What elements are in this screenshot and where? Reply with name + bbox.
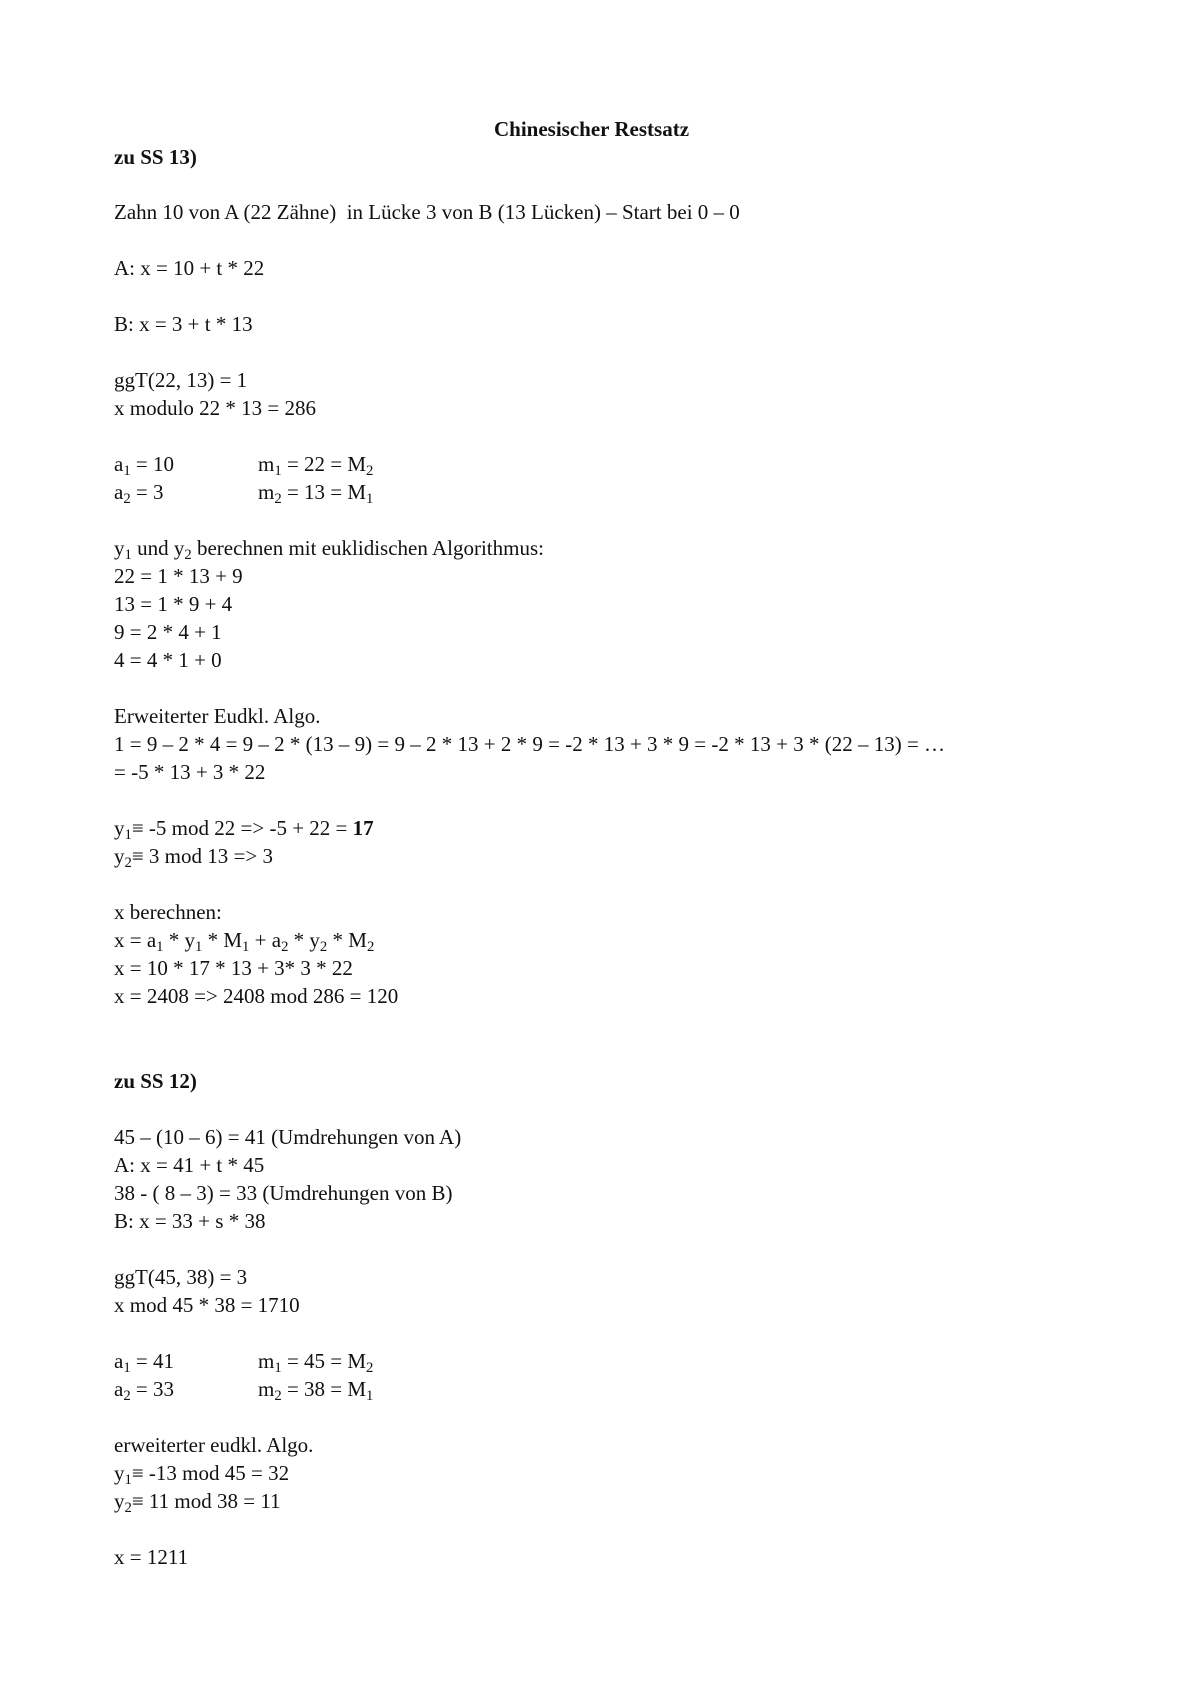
text-line: x = 1211 (114, 1545, 189, 1569)
formula-y2: $y_2\equiv 11$ mod 38 = 11 (114, 1489, 281, 1517)
page-title: Chinesischer Restsatz (494, 117, 690, 141)
text-line: 9 = 2 * 4 + 1 (114, 620, 222, 644)
text-line: A: x = 41 + t * 45 (114, 1153, 265, 1177)
text-line: A: x = 10 + t * 22 (114, 256, 265, 280)
formula-a1: $a_1 = 41$ (114, 1349, 175, 1377)
text-line: = -5 * 13 + 3 * 22 (114, 760, 266, 784)
section-heading-ss13: zu SS 13) (114, 145, 197, 169)
formula-a1: $a_1 = 10$ (114, 452, 175, 480)
text-line: x = 10 * 17 * 13 + 3* 3 * 22 (114, 956, 353, 980)
section-heading-ss12: zu SS 12) (114, 1069, 197, 1093)
formula-y2: $y_2\equiv 3$ mod 13 => 3 (114, 844, 273, 872)
text-line: erweiterter eudkl. Algo. (114, 1433, 314, 1457)
text-line: Zahn 10 von A (22 Zähne) in Lücke 3 von B (13 Lücken) – Start bei 0 – 0 (114, 200, 740, 224)
text-line: B: x = 33 + s * 38 (114, 1209, 266, 1233)
formula-a2: $a_2 = 3$ (114, 480, 164, 508)
formula-m1: $m_1 = 45 = M_2$ (258, 1349, 374, 1377)
text-line: 4 = 4 * 1 + 0 (114, 648, 222, 672)
text-line: 22 = 1 * 13 + 9 (114, 564, 243, 588)
text-line: x modulo 22 * 13 = 286 (114, 396, 317, 420)
text-line: 38 - ( 8 – 3) = 33 (Umdrehungen von B) (114, 1181, 453, 1205)
formula-a2: $a_2 = 33$ (114, 1377, 175, 1405)
text-line: ggT(45, 38) = 3 (114, 1265, 248, 1289)
text-line: 45 – (10 – 6) = 41 (Umdrehungen von A) (114, 1125, 462, 1149)
formula-m2: $m_2 = 13 = M_1$ (258, 480, 374, 508)
formula-y1: $y_1\equiv -5$ mod 22 => -5 + 22 = 17 (114, 816, 374, 844)
formula-y1: $y_1\equiv -13$ mod 45 = 32 (114, 1461, 290, 1489)
text-line: x mod 45 * 38 = 1710 (114, 1293, 300, 1317)
formula-m2: $m_2 = 38 = M_1$ (258, 1377, 374, 1405)
text-line: 1 = 9 – 2 * 4 = 9 – 2 * (13 – 9) = 9 – 2 * 13 + 2 * 9 = -2 * 13 + 3 * 9 = -2 * 13 + 3 * (22 – 13) = … (114, 732, 946, 756)
text-line: $y_1$ und $y_2$ berechnen mit euklidischen Algorithmus: (114, 536, 544, 564)
text-line: 13 = 1 * 9 + 4 (114, 592, 233, 616)
text-line: x berechnen: (114, 900, 222, 924)
formula-x: $x = a_1 * y_1 * M_1 + a_2 * y_2 * M_2$ (114, 928, 375, 956)
text-line: x = 2408 => 2408 mod 286 = 120 (114, 984, 399, 1008)
formula-m1: $m_1 = 22 = M_2$ (258, 452, 374, 480)
text-line: B: x = 3 + t * 13 (114, 312, 253, 336)
text-line: Erweiterter Eudkl. Algo. (114, 704, 321, 728)
text-line: ggT(22, 13) = 1 (114, 368, 248, 392)
